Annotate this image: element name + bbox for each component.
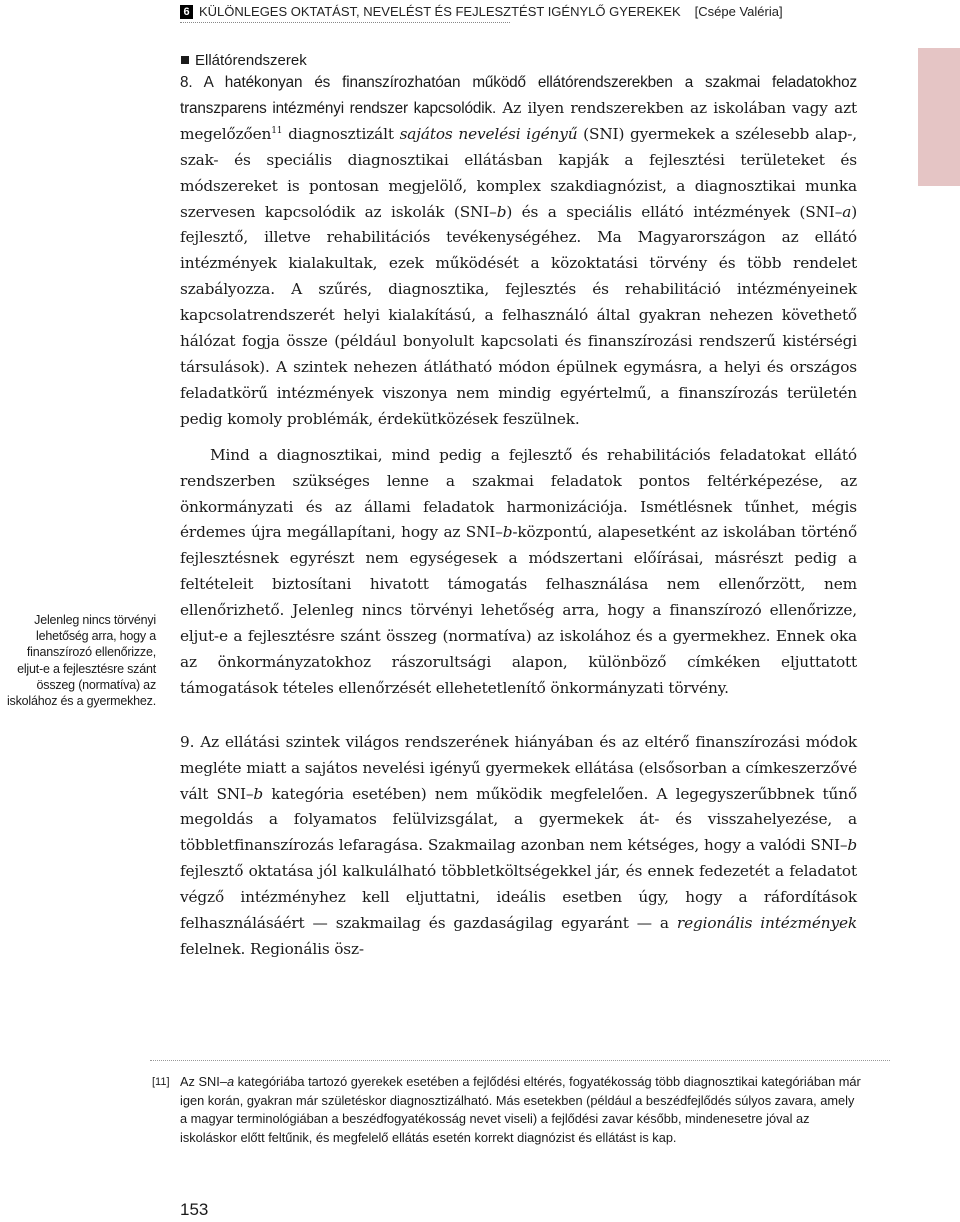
emphasis: b	[253, 784, 264, 803]
text-run: 9. Az ellátási szintek világos rendszerének hiányában és az eltérő finanszírozási módok megléte miatt a sajátos nevelési igényű gyermekek ellátása (elsősorban a címkeszerzővé vált SNI–	[180, 732, 857, 803]
section-heading-text: Ellátórendszerek	[195, 51, 307, 69]
text-run: ) fejlesztő, illetve rehabilitációs tevékenységéhez. Ma Magyarországon az ellátó intézmények kialakultak, ezek működését a közoktatási törvény és több rendelet szabályozza. A szűrés, diagnosztika, fejlesztés és rehabilitáció intézményeinek kapcsolatrendszerét helyi kialakítású, a felhasználó által gyakran nehezen követhető hálózat fogja össze (például bonyolult kapcsolati és finanszírozási rendszerű kistérségi társulások). A szintek nehezen átlátható módon épülnek egymásra, a helyi és országos feladatkörű intézmények viszonya nem mindig egyértelmű, a finanszírozás területén pedig komoly problémák, érdekütközések feszülnek.	[180, 202, 858, 428]
emphasis: b	[496, 202, 507, 221]
paragraph-8-lead: 8. A hatékonyan és finanszírozhatóan működő ellátórendszerekben a szakmai feladatokhoz transzparens intézményi rendszer kapcsolódik.	[180, 74, 857, 117]
text-run: fejlesztő oktatása jól kalkulálható többletköltségekkel jár, és ennek fedezetét a feladatot végző intézményhez kell eljuttatni, ideális esetben úgy, hogy a ráfordítások felhasználásáért — szakmailag és gazdaságilag egyaránt — a	[180, 862, 857, 933]
text-run: kategória esetében) nem működik megfelelően. A legegyszerűbbnek tűnő megoldás a folyamatos felülvizsgálat, a gyermekek át- és visszahelyezése, a többletfinanszírozás lefaragása. Szakmailag azonban nem kétséges, hogy a valódi SNI–	[180, 784, 858, 855]
text-run: diagnosztizált	[282, 124, 400, 143]
paragraph-9	[180, 730, 857, 963]
main-text	[180, 50, 857, 963]
margin-note: Jelenleg nincs törvényi lehetőség arra, hogy a finanszírozó ellenőrizze, eljut-e a fejlesztésre szánt összeg (normatíva) az iskolához és a gyermekhez.	[6, 613, 156, 709]
text-run: Az SNI–	[180, 1074, 227, 1089]
page-number: 153	[180, 1200, 209, 1219]
emphasis: a	[226, 1074, 235, 1089]
emphasis: b	[847, 836, 857, 855]
paragraph-8	[180, 70, 857, 433]
text-run: ) és a speciális ellátó intézmények (SNI–	[506, 202, 843, 221]
emphasis: b	[502, 523, 513, 542]
header-divider	[180, 22, 510, 23]
chapter-number-badge: 6	[180, 5, 193, 19]
chapter-title: KÜLÖNLEGES OKTATÁST, NEVELÉST ÉS FEJLESZTÉST IGÉNYLŐ GYEREKEK	[199, 4, 681, 19]
text-run: kategóriába tartozó gyerekek esetében a fejlődési eltérés, fogyatékosság több diagnosztikai kategóriában már igen korán, gyakran már születéskor diagnosztizálható. Más esetekben (például a beszédfejlődés súlyos zavara, amely a magyar terminológiában a beszédfogyatékosság nevet viseli) a fejlődési zavar később, mindenesetre jóval az iskoláskor előtt feltűnik, és megfelelő ellátás esetén korrekt diagnózist és ellátást is kap.	[180, 1074, 861, 1145]
paragraph-mind	[180, 443, 857, 702]
text-run: (SNI) gyermekek a szélesebb alap-, szak- és speciális diagnosztikai ellátásban kapják a fejlesztési területeket és módszereket is pontosan megjelölő, komplex szakdiagnózist, a diagnosztikai munka szervesen kapcsolódik az iskolák (SNI–	[180, 124, 857, 221]
emphasis: sajátos nevelési igényű	[399, 124, 578, 143]
chapter-edge-tab	[918, 48, 960, 186]
text-run: Mind a diagnosztikai, mind pedig a fejlesztő és rehabilitációs feladatokat ellátó rendszerben szükséges lenne a szakmai feladatok pontos feltérképezése, az önkormányzati és az állami feladatok harmonizációja. Ismétlésnek tűnhet, mégis érdemes újra megállapítani, hogy az SNI–	[180, 445, 857, 542]
footnote-text	[180, 1073, 862, 1147]
square-bullet-icon	[181, 56, 189, 64]
footnote-marker: [11]	[152, 1076, 170, 1088]
section-heading	[180, 50, 857, 70]
text-run: -központú, alapesetként az iskolában történő fejlesztésnek egyrészt nem egységesek a módszertani előírásai, másrészt pedig a feltételeit biztosítani hivatott támogatás felhasználása nem ellenőrzött, nem ellenőrizhető. Jelenleg nincs törvényi lehetőség arra, hogy a finanszírozó ellenőrizze, eljut-e a fejlesztésre szánt összeg (normatíva) az iskolához és a gyermekhez. Ennek oka az önkormányzatokhoz rászorultsági alapon, különböző címkéken eljuttatott támogatások tételes ellenőrzését ellehetetlenítő önkormányzati törvény.	[180, 523, 857, 697]
footnote-ref: 11	[271, 125, 283, 136]
running-header	[180, 4, 900, 19]
footnote	[152, 1073, 862, 1147]
text-run: felelnek. Regionális ösz-	[180, 940, 364, 958]
emphasis: a	[842, 202, 852, 221]
chapter-author: [Csépe Valéria]	[694, 4, 783, 19]
text-run: Az ilyen rendszerekben az iskolában vagy azt megelőzően	[180, 98, 857, 143]
footnote-divider	[150, 1060, 890, 1061]
emphasis: regionális intézmények	[676, 914, 857, 933]
